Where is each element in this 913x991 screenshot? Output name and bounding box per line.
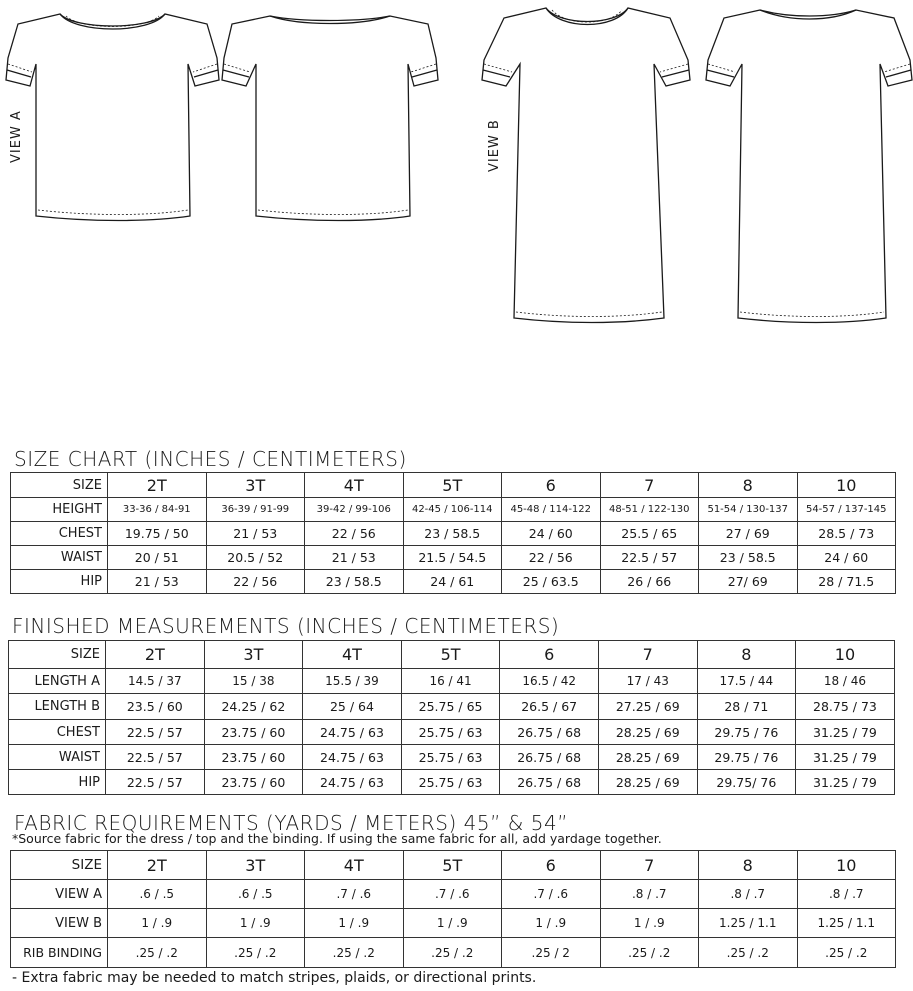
table-cell: 28 / 71 [697, 694, 796, 720]
table-row [11, 909, 896, 938]
size-cell: 3T [204, 641, 303, 669]
finished-header-row [9, 641, 895, 669]
size-cell: 5T [403, 851, 502, 880]
size-cell: 10 [796, 641, 895, 669]
size-cell: 3T [206, 473, 305, 498]
table-cell: 25.75 / 63 [401, 720, 500, 745]
table-cell: 27/ 69 [699, 570, 798, 594]
size-label: SIZE [11, 851, 108, 880]
table-cell: 26.75 / 68 [500, 720, 599, 745]
table-cell: 36-39 / 91-99 [206, 498, 305, 522]
table-row [11, 570, 896, 594]
size-cell: 7 [600, 473, 699, 498]
finished-measurements-table [8, 640, 895, 795]
table-cell: 39-42 / 99-106 [305, 498, 404, 522]
fabric-requirements-table [10, 850, 896, 968]
table-cell: 28.25 / 69 [598, 745, 697, 770]
table-row [11, 546, 896, 570]
size-cell: 5T [401, 641, 500, 669]
size-cell: 3T [206, 851, 305, 880]
table-cell: 17.5 / 44 [697, 669, 796, 694]
table-cell: 24 / 60 [502, 522, 601, 546]
table-cell: 27.25 / 69 [598, 694, 697, 720]
table-cell: 25 / 64 [303, 694, 402, 720]
fabric-source-note: *Source fabric for the dress / top and the binding. If using the same fabric for all, add yardage together. [12, 831, 662, 846]
view-a-label: VIEW A [9, 110, 24, 163]
row-label: VIEW A [11, 880, 108, 909]
table-cell: 23.75 / 60 [204, 770, 303, 795]
row-label: VIEW B [11, 909, 108, 938]
table-cell: 21 / 53 [305, 546, 404, 570]
table-cell: 22.5 / 57 [600, 546, 699, 570]
table-cell: 31.25 / 79 [796, 745, 895, 770]
table-cell: .6 / .5 [108, 880, 207, 909]
size-cell: 8 [697, 641, 796, 669]
table-cell: 28.25 / 69 [598, 770, 697, 795]
table-cell: 28.25 / 69 [598, 720, 697, 745]
table-cell: 22 / 56 [206, 570, 305, 594]
extra-fabric-footnote: - Extra fabric may be needed to match stripes, plaids, or directional prints. [12, 970, 537, 986]
table-cell: 22.5 / 57 [106, 770, 205, 795]
row-label: LENGTH B [9, 694, 106, 720]
table-cell: .25 / .2 [403, 938, 502, 968]
size-cell: 2T [106, 641, 205, 669]
table-cell: .7 / .6 [305, 880, 404, 909]
table-cell: 1.25 / 1.1 [797, 909, 896, 938]
table-cell: 18 / 46 [796, 669, 895, 694]
table-cell: 48-51 / 122-130 [600, 498, 699, 522]
table-cell: 51-54 / 130-137 [699, 498, 798, 522]
size-cell: 7 [600, 851, 699, 880]
table-cell: 14.5 / 37 [106, 669, 205, 694]
size-cell: 4T [305, 851, 404, 880]
table-cell: 24 / 61 [403, 570, 502, 594]
table-cell: 16.5 / 42 [500, 669, 599, 694]
view-b-label: VIEW B [487, 119, 502, 172]
size-label: SIZE [11, 473, 108, 498]
table-cell: .6 / .5 [206, 880, 305, 909]
table-cell: 45-48 / 114-122 [502, 498, 601, 522]
table-cell: 24.25 / 62 [204, 694, 303, 720]
size-chart-title: SIZE CHART (INCHES / CENTIMETERS) [14, 447, 407, 471]
table-cell: 54-57 / 137-145 [797, 498, 896, 522]
table-cell: .8 / .7 [797, 880, 896, 909]
table-cell: 20 / 51 [108, 546, 207, 570]
size-chart-table [10, 472, 896, 594]
size-cell: 5T [403, 473, 502, 498]
row-label: CHEST [9, 720, 106, 745]
table-cell: 1 / .9 [206, 909, 305, 938]
table-cell: 1 / .9 [403, 909, 502, 938]
size-cell: 6 [502, 851, 601, 880]
table-cell: 23 / 58.5 [305, 570, 404, 594]
row-label: HIP [11, 570, 108, 594]
table-cell: 28.75 / 73 [796, 694, 895, 720]
table-cell: 20.5 / 52 [206, 546, 305, 570]
table-cell: 1.25 / 1.1 [699, 909, 798, 938]
table-cell: 33-36 / 84-91 [108, 498, 207, 522]
table-cell: 15.5 / 39 [303, 669, 402, 694]
table-cell: 23.5 / 60 [106, 694, 205, 720]
table-cell: 28.5 / 73 [797, 522, 896, 546]
size-cell: 2T [108, 473, 207, 498]
table-cell: .25 / 2 [502, 938, 601, 968]
table-cell: 15 / 38 [204, 669, 303, 694]
finished-measurements-title: FINISHED MEASUREMENTS (INCHES / CENTIMETERS) [12, 614, 560, 638]
table-row [11, 522, 896, 546]
table-cell: 1 / .9 [600, 909, 699, 938]
table-cell: 31.25 / 79 [796, 720, 895, 745]
table-cell: 25.75 / 63 [401, 745, 500, 770]
table-cell: 25.75 / 65 [401, 694, 500, 720]
table-cell: 24 / 60 [797, 546, 896, 570]
row-label: RIB BINDING [11, 938, 108, 968]
table-cell: .25 / .2 [206, 938, 305, 968]
table-cell: 16 / 41 [401, 669, 500, 694]
size-cell: 4T [305, 473, 404, 498]
table-cell: .25 / .2 [699, 938, 798, 968]
table-cell: 26.5 / 67 [500, 694, 599, 720]
table-row [9, 770, 895, 795]
row-label: WAIST [11, 546, 108, 570]
table-cell: 1 / .9 [305, 909, 404, 938]
row-label: WAIST [9, 745, 106, 770]
table-cell: 23 / 58.5 [699, 546, 798, 570]
table-cell: 22 / 56 [502, 546, 601, 570]
table-cell: .25 / .2 [305, 938, 404, 968]
table-cell: 22.5 / 57 [106, 720, 205, 745]
table-cell: 19.75 / 50 [108, 522, 207, 546]
size-label: SIZE [9, 641, 106, 669]
table-cell: .7 / .6 [502, 880, 601, 909]
table-cell: 29.75/ 76 [697, 770, 796, 795]
table-row [9, 720, 895, 745]
table-cell: 21.5 / 54.5 [403, 546, 502, 570]
table-cell: 29.75 / 76 [697, 720, 796, 745]
table-cell: 42-45 / 106-114 [403, 498, 502, 522]
table-cell: 24.75 / 63 [303, 720, 402, 745]
table-cell: 26 / 66 [600, 570, 699, 594]
table-cell: 28 / 71.5 [797, 570, 896, 594]
row-label: HIP [9, 770, 106, 795]
table-row [9, 745, 895, 770]
table-cell: 1 / .9 [502, 909, 601, 938]
table-cell: 24.75 / 63 [303, 770, 402, 795]
size-cell: 6 [502, 473, 601, 498]
size-cell: 8 [699, 851, 798, 880]
table-cell: .25 / .2 [108, 938, 207, 968]
size-cell: 10 [797, 473, 896, 498]
size-cell: 10 [797, 851, 896, 880]
table-cell: 31.25 / 79 [796, 770, 895, 795]
row-label: LENGTH A [9, 669, 106, 694]
table-cell: 25.5 / 65 [600, 522, 699, 546]
table-cell: 23 / 58.5 [403, 522, 502, 546]
table-cell: 1 / .9 [108, 909, 207, 938]
table-cell: 21 / 53 [206, 522, 305, 546]
table-cell: 24.75 / 63 [303, 745, 402, 770]
table-row [11, 880, 896, 909]
table-cell: 25 / 63.5 [502, 570, 601, 594]
size-cell: 8 [699, 473, 798, 498]
tshirt-front-illustration [0, 0, 913, 330]
size-cell: 6 [500, 641, 599, 669]
table-row [11, 938, 896, 968]
table-cell: .25 / .2 [600, 938, 699, 968]
table-cell: 26.75 / 68 [500, 745, 599, 770]
table-cell: 22.5 / 57 [106, 745, 205, 770]
table-cell: .7 / .6 [403, 880, 502, 909]
size-chart-header-row [11, 473, 896, 498]
table-cell: 29.75 / 76 [697, 745, 796, 770]
table-cell: 27 / 69 [699, 522, 798, 546]
table-cell: 22 / 56 [305, 522, 404, 546]
table-row [11, 498, 896, 522]
fabric-requirements-title: FABRIC REQUIREMENTS (YARDS / METERS) 45” & 54” [14, 811, 569, 835]
table-cell: .8 / .7 [699, 880, 798, 909]
row-label: HEIGHT [11, 498, 108, 522]
table-cell: 17 / 43 [598, 669, 697, 694]
table-cell: 25.75 / 63 [401, 770, 500, 795]
row-label: CHEST [11, 522, 108, 546]
table-cell: .8 / .7 [600, 880, 699, 909]
table-cell: 21 / 53 [108, 570, 207, 594]
size-cell: 2T [108, 851, 207, 880]
table-cell: .25 / .2 [797, 938, 896, 968]
table-cell: 26.75 / 68 [500, 770, 599, 795]
table-row [9, 694, 895, 720]
fabric-header-row [11, 851, 896, 880]
size-cell: 4T [303, 641, 402, 669]
table-cell: 23.75 / 60 [204, 720, 303, 745]
table-row [9, 669, 895, 694]
size-cell: 7 [598, 641, 697, 669]
table-cell: 23.75 / 60 [204, 745, 303, 770]
